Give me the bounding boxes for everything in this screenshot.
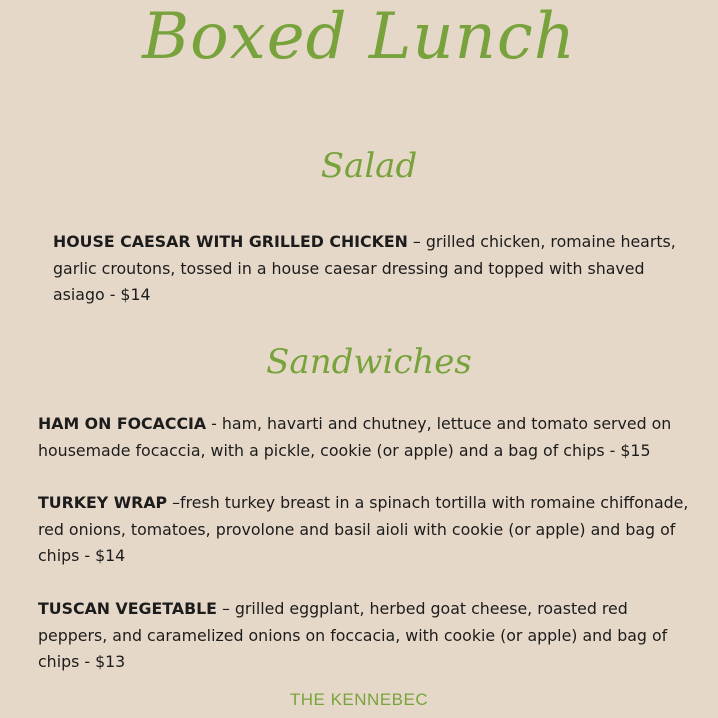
- section-heading-salad: Salad: [320, 146, 418, 186]
- footer-restaurant-name: THE KENNEBEC: [289, 690, 429, 709]
- menu-item-turkey-wrap: [38, 490, 698, 570]
- menu-item-name: HOUSE CAESAR WITH GRILLED CHICKEN: [53, 232, 408, 251]
- section-heading-sandwiches: Sandwiches: [266, 342, 472, 382]
- menu-title: Boxed Lunch: [142, 0, 576, 74]
- menu-item-house-caesar: [53, 229, 693, 309]
- menu-item-description: - ham, havarti and chutney, lettuce and tomato served on housemade focaccia, with a pickle, cookie (or apple) and a bag of chips - $15: [38, 414, 672, 460]
- menu-item-description: – grilled eggplant, herbed goat cheese, roasted red peppers, and caramelized onions on foccacia, with cookie (or apple) and bag of chips - $13: [38, 599, 668, 671]
- menu-item-name: HAM ON FOCACCIA: [38, 414, 207, 433]
- menu-item-description: –fresh turkey breast in a spinach tortilla with romaine chiffonade, red onions, tomatoes, provolone and basil aioli with cookie (or apple) and bag of chips - $14: [38, 493, 689, 565]
- menu-item-name: TUSCAN VEGETABLE: [38, 599, 217, 618]
- menu-item-tuscan-vegetable: [38, 596, 698, 676]
- menu-item-name: TURKEY WRAP: [38, 493, 168, 512]
- menu-item-ham-on-focaccia: [38, 411, 698, 464]
- menu-item-description: – grilled chicken, romaine hearts, garlic croutons, tossed in a house caesar dressing and topped with shaved asiago - $14: [53, 232, 676, 304]
